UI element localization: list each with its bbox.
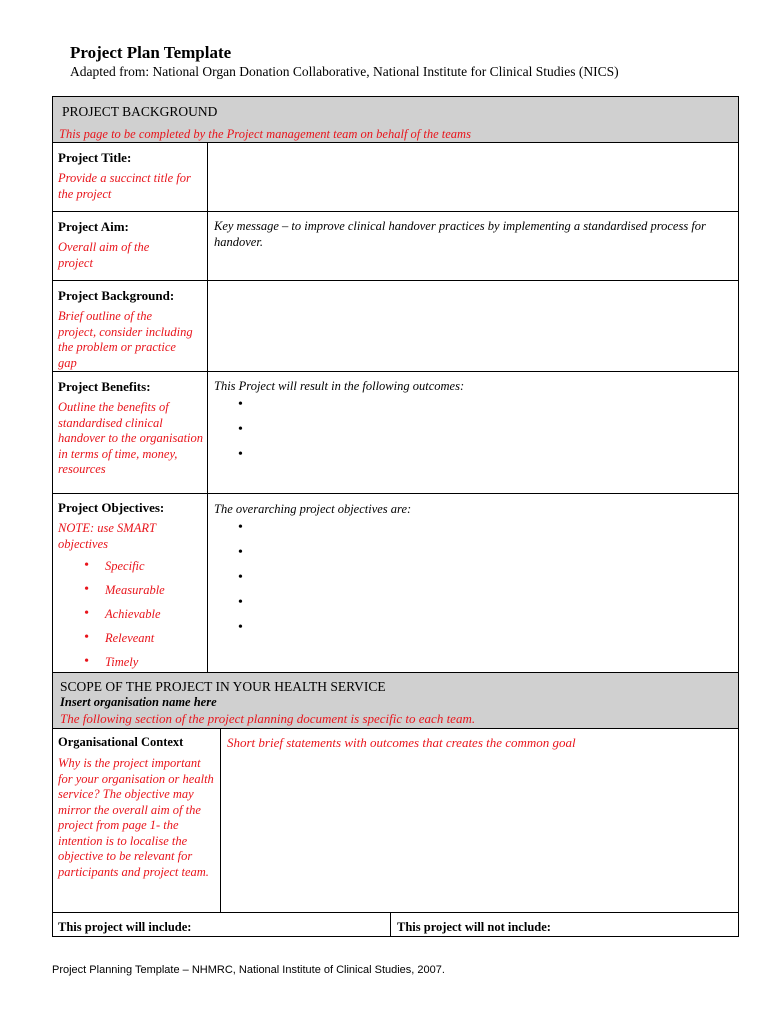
smart-item-timely: • Timely — [58, 655, 203, 679]
project-objectives-label: Project Objectives: — [58, 500, 165, 515]
benefits-bullet-list — [214, 397, 734, 472]
row-divider — [52, 280, 739, 281]
project-background-field[interactable] — [214, 288, 734, 366]
column-divider — [220, 729, 221, 912]
project-include-label[interactable]: This project will include: — [58, 920, 192, 934]
smart-item-achievable: • Achievable — [58, 607, 203, 631]
row-project-objectives — [58, 500, 203, 679]
organisational-context-field[interactable]: Short brief statements with outcomes that creates the common goal — [227, 735, 576, 750]
project-background-label: Project Background: — [58, 288, 175, 303]
list-item[interactable] — [214, 545, 734, 570]
smart-item-measurable: • Measurable — [58, 583, 203, 607]
project-benefits-field[interactable] — [214, 379, 734, 472]
organisational-context-hint: Why is the project important for your organisation or health service? The objective may mirror the overall aim of the project from page 1- the intention is to localise the objective to be relevant for participants and project team. — [58, 756, 214, 879]
project-objectives-field[interactable] — [214, 502, 734, 645]
row-project-benefits — [58, 379, 203, 478]
section-note-background: This page to be completed by the Project management team on behalf of the teams — [59, 127, 471, 141]
list-item[interactable] — [214, 570, 734, 595]
document-subtitle: Adapted from: National Organ Donation Collaborative, National Institute for Clinical Studies (NICS) — [70, 64, 619, 79]
organisational-context-label: Organisational Context — [58, 735, 184, 749]
project-title-hint: Provide a succinct title for the project — [58, 171, 191, 201]
list-item[interactable] — [214, 595, 734, 620]
row-divider — [52, 371, 739, 372]
row-divider — [52, 493, 739, 494]
list-item[interactable] — [214, 447, 734, 472]
row-divider — [52, 211, 739, 212]
section-heading-background: PROJECT BACKGROUND — [62, 104, 218, 119]
smart-item-specific: • Specific — [58, 559, 203, 583]
section-heading-scope: SCOPE OF THE PROJECT IN YOUR HEALTH SERVICE — [60, 679, 386, 694]
scope-header — [52, 673, 739, 729]
project-title-field[interactable] — [214, 150, 734, 205]
project-benefits-hint: Outline the benefits of standardised clinical handover to the organisation in terms of time, money, resources — [58, 400, 204, 476]
list-item[interactable] — [214, 620, 734, 645]
document-title: Project Plan Template — [70, 43, 232, 62]
row-project-aim — [58, 219, 203, 271]
project-background-hint: Brief outline of the project, consider including the problem or practice gap — [58, 309, 193, 370]
project-benefits-label: Project Benefits: — [58, 379, 151, 394]
project-aim-hint: Overall aim of the project — [58, 240, 150, 270]
smart-list — [58, 559, 203, 679]
project-objectives-intro: The overarching project objectives are: — [214, 502, 412, 516]
smart-item-relevant: • Releveant — [58, 631, 203, 655]
project-objectives-hint: NOTE: use SMART objectives — [58, 521, 156, 551]
page-footer: Project Planning Template – NHMRC, National Institute of Clinical Studies, 2007. — [52, 964, 445, 976]
project-exclude-label[interactable]: This project will not include: — [397, 920, 551, 934]
row-organisational-context — [58, 735, 216, 880]
list-item[interactable] — [214, 422, 734, 447]
project-benefits-intro: This Project will result in the following outcomes: — [214, 379, 465, 393]
project-title-label: Project Title: — [58, 150, 132, 165]
column-divider — [390, 912, 391, 937]
project-background-header — [52, 96, 739, 143]
row-divider — [52, 912, 739, 913]
organisation-name-placeholder[interactable]: Insert organisation name here — [60, 695, 217, 709]
row-project-title — [58, 150, 203, 202]
list-item[interactable] — [214, 397, 734, 422]
list-item[interactable] — [214, 520, 734, 545]
section-note-scope: The following section of the project planning document is specific to each team. — [60, 711, 476, 726]
project-aim-label: Project Aim: — [58, 219, 129, 234]
objectives-bullet-list — [214, 520, 734, 645]
project-aim-field[interactable]: Key message – to improve clinical handover practices by implementing a standardised process for handover. — [214, 219, 706, 249]
row-project-background — [58, 288, 203, 371]
column-divider — [207, 143, 208, 673]
